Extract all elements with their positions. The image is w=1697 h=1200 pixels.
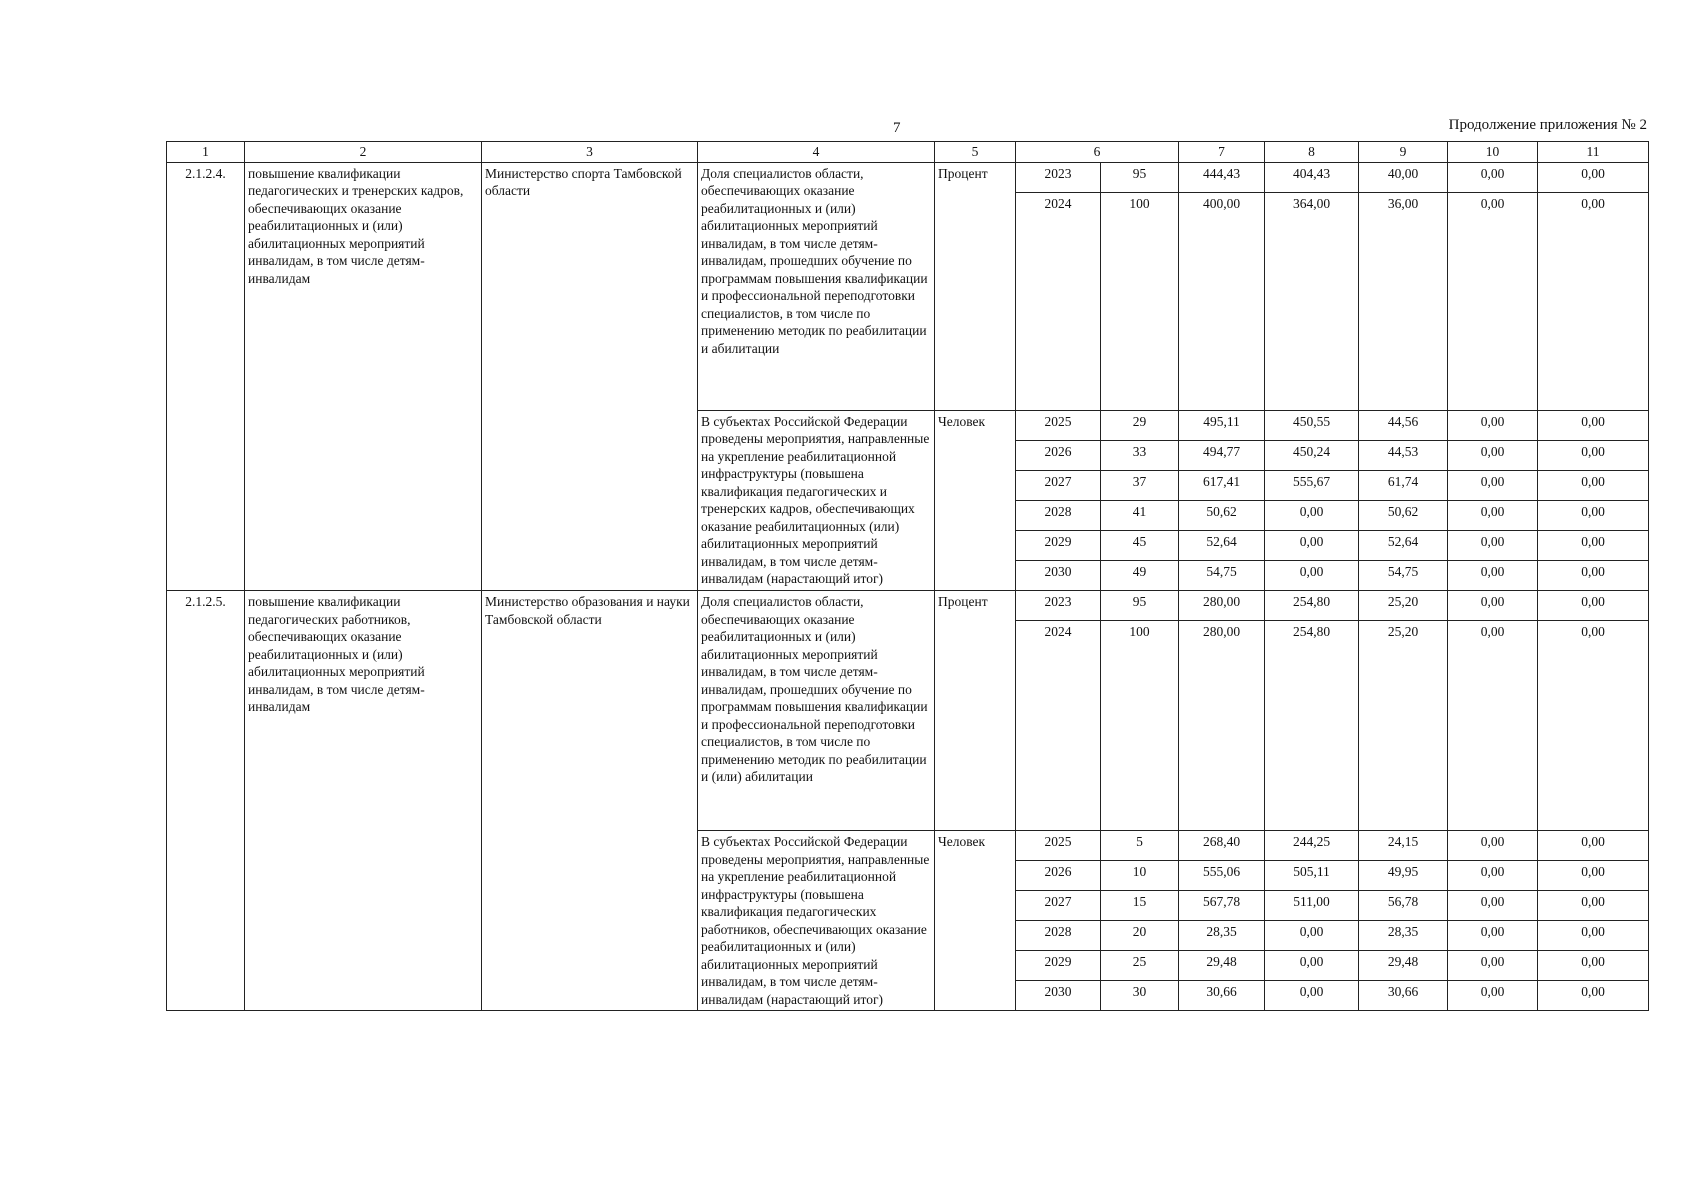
federal-cell: 511,00 bbox=[1265, 891, 1359, 921]
measure-name: повышение квалификации педагогических и тренерских кадров, обеспечивающих оказание реабилитационных и (или) абилитационных мероприятий инвалидам, в том числе детям-инвалидам bbox=[245, 162, 482, 590]
local-cell: 0,00 bbox=[1448, 530, 1538, 560]
year-cell: 2023 bbox=[1016, 591, 1101, 621]
local-cell: 0,00 bbox=[1448, 831, 1538, 861]
year-cell: 2028 bbox=[1016, 921, 1101, 951]
other-cell: 0,00 bbox=[1538, 440, 1649, 470]
target-value-cell: 29 bbox=[1101, 410, 1179, 440]
regional-cell: 44,53 bbox=[1359, 440, 1448, 470]
regional-cell: 50,62 bbox=[1359, 500, 1448, 530]
local-cell: 0,00 bbox=[1448, 861, 1538, 891]
regional-cell: 54,75 bbox=[1359, 560, 1448, 590]
year-cell: 2025 bbox=[1016, 831, 1101, 861]
federal-cell: 555,67 bbox=[1265, 470, 1359, 500]
regional-cell: 29,48 bbox=[1359, 951, 1448, 981]
target-value-cell: 49 bbox=[1101, 560, 1179, 590]
year-cell: 2024 bbox=[1016, 192, 1101, 410]
target-value-cell: 45 bbox=[1101, 530, 1179, 560]
federal-cell: 0,00 bbox=[1265, 500, 1359, 530]
year-cell: 2030 bbox=[1016, 981, 1101, 1011]
year-cell: 2029 bbox=[1016, 951, 1101, 981]
local-cell: 0,00 bbox=[1448, 621, 1538, 831]
federal-cell: 505,11 bbox=[1265, 861, 1359, 891]
year-cell: 2025 bbox=[1016, 410, 1101, 440]
total-cell: 28,35 bbox=[1179, 921, 1265, 951]
other-cell: 0,00 bbox=[1538, 951, 1649, 981]
executor-name: Министерство образования и науки Тамбовской области bbox=[482, 591, 698, 1011]
header-cell: 10 bbox=[1448, 142, 1538, 163]
other-cell: 0,00 bbox=[1538, 560, 1649, 590]
total-cell: 495,11 bbox=[1179, 410, 1265, 440]
other-cell: 0,00 bbox=[1538, 921, 1649, 951]
regional-cell: 61,74 bbox=[1359, 470, 1448, 500]
indicator-unit: Процент bbox=[935, 591, 1016, 831]
regional-cell: 25,20 bbox=[1359, 591, 1448, 621]
other-cell: 0,00 bbox=[1538, 621, 1649, 831]
regional-cell: 44,56 bbox=[1359, 410, 1448, 440]
total-cell: 617,41 bbox=[1179, 470, 1265, 500]
other-cell: 0,00 bbox=[1538, 831, 1649, 861]
total-cell: 52,64 bbox=[1179, 530, 1265, 560]
continuation-note: Продолжение приложения № 2 bbox=[1448, 117, 1647, 133]
total-cell: 50,62 bbox=[1179, 500, 1265, 530]
total-cell: 400,00 bbox=[1179, 192, 1265, 410]
target-value-cell: 95 bbox=[1101, 591, 1179, 621]
target-value-cell: 100 bbox=[1101, 621, 1179, 831]
federal-cell: 0,00 bbox=[1265, 951, 1359, 981]
regional-cell: 36,00 bbox=[1359, 192, 1448, 410]
other-cell: 0,00 bbox=[1538, 891, 1649, 921]
year-cell: 2029 bbox=[1016, 530, 1101, 560]
indicator-unit: Человек bbox=[935, 831, 1016, 1011]
federal-cell: 0,00 bbox=[1265, 981, 1359, 1011]
local-cell: 0,00 bbox=[1448, 162, 1538, 192]
target-value-cell: 15 bbox=[1101, 891, 1179, 921]
regional-cell: 52,64 bbox=[1359, 530, 1448, 560]
total-cell: 29,48 bbox=[1179, 951, 1265, 981]
other-cell: 0,00 bbox=[1538, 981, 1649, 1011]
year-cell: 2027 bbox=[1016, 470, 1101, 500]
indicator-name: В субъектах Российской Федерации проведены мероприятия, направленные на укрепление реабилитационной инфраструктуры (повышена квалификация педагогических работников, обеспечивающих оказание реабилитационных и (или) абилитационных мероприятий инвалидам, в том числе детям-инвалидам (нарастающий итог) bbox=[698, 831, 935, 1011]
target-value-cell: 25 bbox=[1101, 951, 1179, 981]
measure-name: повышение квалификации педагогических работников, обеспечивающих оказание реабилитационных и (или) абилитационных мероприятий инвалидам, в том числе детям-инвалидам bbox=[245, 591, 482, 1011]
local-cell: 0,00 bbox=[1448, 440, 1538, 470]
total-cell: 268,40 bbox=[1179, 831, 1265, 861]
federal-cell: 0,00 bbox=[1265, 560, 1359, 590]
header-cell: 5 bbox=[935, 142, 1016, 163]
year-cell: 2024 bbox=[1016, 621, 1101, 831]
total-cell: 494,77 bbox=[1179, 440, 1265, 470]
indicator-unit: Человек bbox=[935, 410, 1016, 590]
total-cell: 30,66 bbox=[1179, 981, 1265, 1011]
other-cell: 0,00 bbox=[1538, 470, 1649, 500]
local-cell: 0,00 bbox=[1448, 591, 1538, 621]
appendix-table bbox=[166, 141, 1649, 1011]
other-cell: 0,00 bbox=[1538, 591, 1649, 621]
federal-cell: 254,80 bbox=[1265, 621, 1359, 831]
local-cell: 0,00 bbox=[1448, 410, 1538, 440]
year-cell: 2026 bbox=[1016, 440, 1101, 470]
indicator-unit: Процент bbox=[935, 162, 1016, 410]
total-cell: 280,00 bbox=[1179, 591, 1265, 621]
federal-cell: 254,80 bbox=[1265, 591, 1359, 621]
header-cell: 6 bbox=[1016, 142, 1179, 163]
indicator-name: В субъектах Российской Федерации проведены мероприятия, направленные на укрепление реабилитационной инфраструктуры (повышена квалификация педагогических и тренерских кадров, обеспечивающих оказание реабилитационных (или) абилитационных мероприятий инвалидам, в том числе детям-инвалидам (нарастающий итог) bbox=[698, 410, 935, 590]
total-cell: 280,00 bbox=[1179, 621, 1265, 831]
table-row bbox=[167, 162, 1649, 192]
target-value-cell: 20 bbox=[1101, 921, 1179, 951]
regional-cell: 30,66 bbox=[1359, 981, 1448, 1011]
year-cell: 2027 bbox=[1016, 891, 1101, 921]
target-value-cell: 33 bbox=[1101, 440, 1179, 470]
local-cell: 0,00 bbox=[1448, 951, 1538, 981]
year-cell: 2030 bbox=[1016, 560, 1101, 590]
local-cell: 0,00 bbox=[1448, 470, 1538, 500]
other-cell: 0,00 bbox=[1538, 162, 1649, 192]
total-cell: 54,75 bbox=[1179, 560, 1265, 590]
total-cell: 444,43 bbox=[1179, 162, 1265, 192]
header-row bbox=[167, 142, 1649, 163]
local-cell: 0,00 bbox=[1448, 500, 1538, 530]
target-value-cell: 100 bbox=[1101, 192, 1179, 410]
local-cell: 0,00 bbox=[1448, 891, 1538, 921]
target-value-cell: 41 bbox=[1101, 500, 1179, 530]
target-value-cell: 37 bbox=[1101, 470, 1179, 500]
other-cell: 0,00 bbox=[1538, 410, 1649, 440]
local-cell: 0,00 bbox=[1448, 560, 1538, 590]
local-cell: 0,00 bbox=[1448, 192, 1538, 410]
header-cell: 7 bbox=[1179, 142, 1265, 163]
regional-cell: 40,00 bbox=[1359, 162, 1448, 192]
total-cell: 567,78 bbox=[1179, 891, 1265, 921]
table-row bbox=[167, 591, 1649, 621]
target-value-cell: 95 bbox=[1101, 162, 1179, 192]
total-cell: 555,06 bbox=[1179, 861, 1265, 891]
other-cell: 0,00 bbox=[1538, 500, 1649, 530]
header-cell: 11 bbox=[1538, 142, 1649, 163]
local-cell: 0,00 bbox=[1448, 921, 1538, 951]
executor-name: Министерство спорта Тамбовской области bbox=[482, 162, 698, 590]
measure-code: 2.1.2.4. bbox=[167, 162, 245, 590]
regional-cell: 25,20 bbox=[1359, 621, 1448, 831]
other-cell: 0,00 bbox=[1538, 530, 1649, 560]
regional-cell: 28,35 bbox=[1359, 921, 1448, 951]
indicator-name: Доля специалистов области, обеспечивающих оказание реабилитационных и (или) абилитационных мероприятий инвалидам, в том числе детям-инвалидам, прошедших обучение по программам повышения квалификации и профессиональной переподготовки специалистов, в том числе по применению методик по реабилитации и (или) абилитации bbox=[698, 591, 935, 831]
federal-cell: 364,00 bbox=[1265, 192, 1359, 410]
page-number: 7 bbox=[893, 120, 901, 136]
year-cell: 2026 bbox=[1016, 861, 1101, 891]
header-cell: 8 bbox=[1265, 142, 1359, 163]
header-cell: 2 bbox=[245, 142, 482, 163]
year-cell: 2023 bbox=[1016, 162, 1101, 192]
federal-cell: 244,25 bbox=[1265, 831, 1359, 861]
regional-cell: 49,95 bbox=[1359, 861, 1448, 891]
header-cell: 4 bbox=[698, 142, 935, 163]
federal-cell: 450,55 bbox=[1265, 410, 1359, 440]
other-cell: 0,00 bbox=[1538, 861, 1649, 891]
target-value-cell: 5 bbox=[1101, 831, 1179, 861]
federal-cell: 0,00 bbox=[1265, 921, 1359, 951]
header-cell: 1 bbox=[167, 142, 245, 163]
indicator-name: Доля специалистов области, обеспечивающих оказание реабилитационных и (или) абилитационных мероприятий инвалидам, в том числе детям-инвалидам, прошедших обучение по программам повышения квалификации и профессиональной переподготовки специалистов, в том числе по применению методик по реабилитации и абилитации bbox=[698, 162, 935, 410]
regional-cell: 24,15 bbox=[1359, 831, 1448, 861]
federal-cell: 404,43 bbox=[1265, 162, 1359, 192]
other-cell: 0,00 bbox=[1538, 192, 1649, 410]
local-cell: 0,00 bbox=[1448, 981, 1538, 1011]
measure-code: 2.1.2.5. bbox=[167, 591, 245, 1011]
federal-cell: 0,00 bbox=[1265, 530, 1359, 560]
target-value-cell: 10 bbox=[1101, 861, 1179, 891]
regional-cell: 56,78 bbox=[1359, 891, 1448, 921]
header-cell: 9 bbox=[1359, 142, 1448, 163]
header-cell: 3 bbox=[482, 142, 698, 163]
federal-cell: 450,24 bbox=[1265, 440, 1359, 470]
year-cell: 2028 bbox=[1016, 500, 1101, 530]
target-value-cell: 30 bbox=[1101, 981, 1179, 1011]
